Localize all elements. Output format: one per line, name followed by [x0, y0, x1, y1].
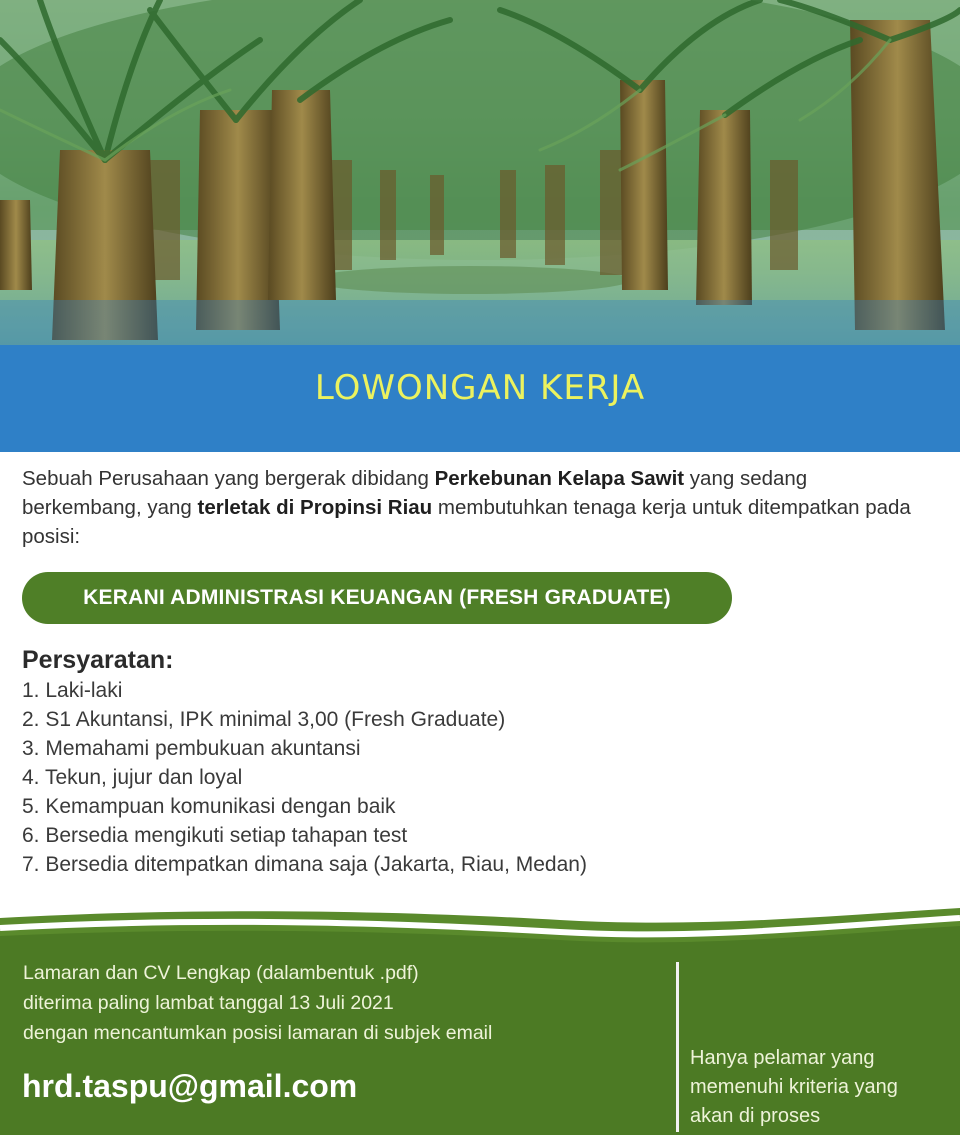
footer-panel	[0, 900, 960, 1135]
application-instructions	[23, 958, 643, 1048]
note-line: memenuhi kriteria yang	[690, 1076, 898, 1098]
hero-banner	[0, 0, 960, 452]
list-item: 2. S1 Akuntansi, IPK minimal 3,00 (Fresh Graduate)	[22, 708, 506, 731]
list-item: 4. Tekun, jujur dan loyal	[22, 766, 243, 789]
list-item: 7. Bersedia ditempatkan dimana saja (Jakarta, Riau, Medan)	[22, 853, 587, 876]
intro-text: membutuhkan tenaga kerja untuk ditempatkan pada posisi:	[22, 496, 911, 548]
requirements-heading: Persyaratan:	[22, 646, 174, 674]
page-title: LOWONGAN KERJA	[314, 368, 646, 408]
contact-email[interactable]: hrd.taspu@gmail.com	[22, 1068, 358, 1104]
intro-location: terletak di Propinsi Riau	[197, 496, 433, 519]
position-badge: KERANI ADMINISTRASI KEUANGAN (FRESH GRADUATE)	[22, 572, 732, 624]
intro-paragraph	[22, 464, 932, 551]
note-line: akan di proses	[690, 1105, 821, 1127]
instruction-line: Lamaran dan CV Lengkap (dalambentuk .pdf)	[23, 962, 419, 984]
vertical-divider	[676, 962, 679, 1132]
intro-text: yang sedang berkembang, yang	[22, 467, 808, 519]
instruction-line: dengan mencantumkan posisi lamaran di subjek email	[23, 1022, 493, 1044]
instruction-line: diterima paling lambat tanggal 13 Juli 2021	[23, 992, 394, 1014]
list-item: 5. Kemampuan komunikasi dengan baik	[22, 795, 396, 818]
selection-note	[690, 1044, 955, 1131]
list-item: 6. Bersedia mengikuti setiap tahapan test	[22, 824, 408, 847]
intro-industry: Perkebunan Kelapa Sawit	[434, 467, 685, 490]
requirements-list	[22, 676, 587, 879]
list-item: 1. Laki-laki	[22, 679, 123, 702]
intro-text: Sebuah Perusahaan yang bergerak dibidang	[22, 467, 435, 490]
note-line: Hanya pelamar yang	[690, 1047, 875, 1069]
list-item: 3. Memahami pembukuan akuntansi	[22, 737, 361, 760]
